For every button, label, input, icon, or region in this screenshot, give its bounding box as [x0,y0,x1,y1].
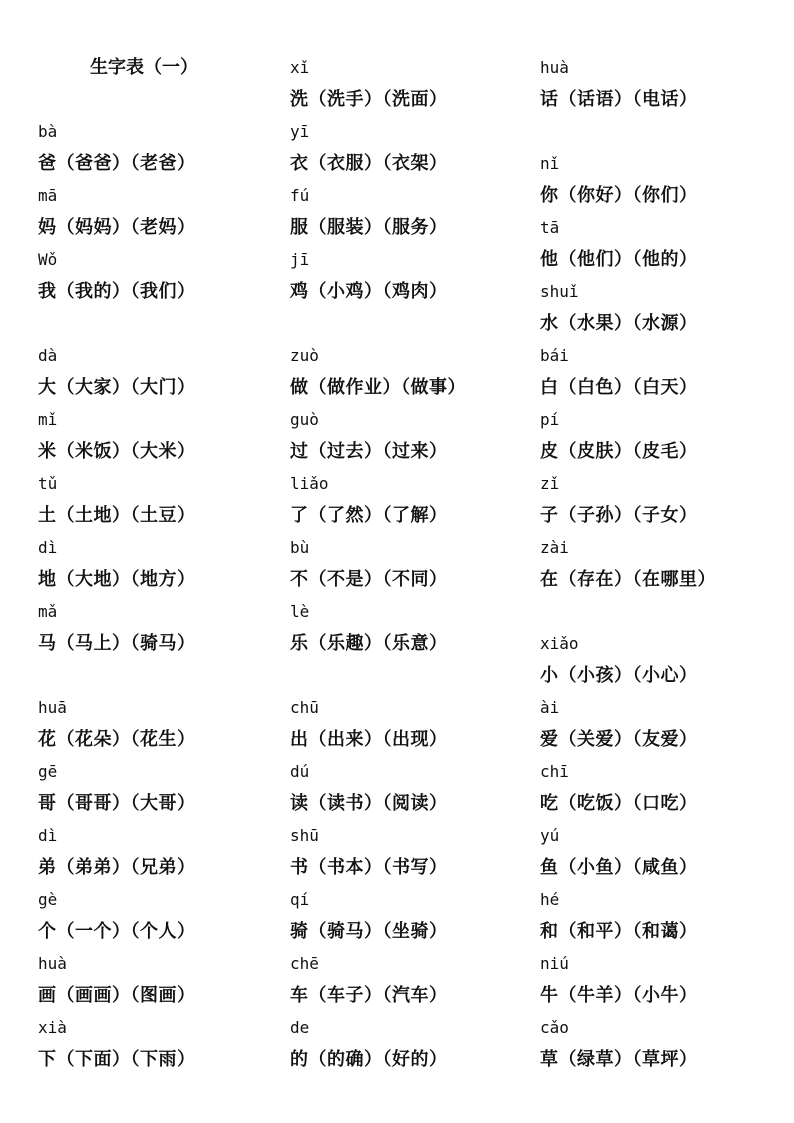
pinyin: shuǐ [540,282,579,301]
pinyin: dì [38,538,58,557]
word-entry: 过（过去）（过来） [290,441,448,462]
word-entry: 读（读书）（阅读） [290,793,448,814]
spacer [540,596,716,628]
pinyin: fú [290,186,310,205]
word-entry: 小（小孩）（小心） [540,665,698,686]
pinyin: xià [38,1018,67,1037]
word-entry: 地（大地）（地方） [38,569,196,590]
page-title: 生字表（一） [90,57,198,78]
spacer [290,660,466,692]
pinyin: de [290,1018,310,1037]
word-entry: 的（的确）（好的） [290,1049,448,1070]
pinyin: xiǎo [540,634,579,653]
word-entry: 哥（哥哥）（大哥） [38,793,196,814]
pinyin: gē [38,762,58,781]
pinyin: tā [540,218,560,237]
pinyin: bà [38,122,58,141]
pinyin: zǐ [540,474,560,493]
pinyin: hé [540,890,560,909]
word-entry: 和（和平）（和蔼） [540,921,698,942]
pinyin: huà [38,954,67,973]
word-entry: 他（他们）（他的） [540,249,698,270]
word-entry: 土（土地）（土豆） [38,505,196,526]
spacer [38,308,198,340]
word-entry: 弟（弟弟）（兄弟） [38,857,196,878]
pinyin: tǔ [38,474,58,493]
pinyin: pí [540,410,560,429]
pinyin: lè [290,602,310,621]
pinyin: zuò [290,346,319,365]
pinyin: shū [290,826,319,845]
pinyin: Wǒ [38,250,58,269]
word-entry: 骑（骑马）（坐骑） [290,921,448,942]
pinyin: bù [290,538,310,557]
spacer [540,116,716,148]
word-entry: 车（车子）（汽车） [290,985,448,1006]
pinyin: ài [540,698,560,717]
word-entry: 花（花朵）（花生） [38,729,196,750]
column-2 [290,52,466,1076]
pinyin: mā [38,186,58,205]
pinyin: zài [540,538,569,557]
word-entry: 大（大家）（大门） [38,377,196,398]
pinyin: guò [290,410,319,429]
word-entry: 衣（衣服）（衣架） [290,153,448,174]
word-entry: 妈（妈妈）（老妈） [38,217,196,238]
column-1 [38,52,198,1076]
pinyin: liǎo [290,474,329,493]
pinyin: jī [290,250,310,269]
word-entry: 服（服装）（服务） [290,217,448,238]
word-entry: 子（子孙）（子女） [540,505,698,526]
word-entry: 不（不是）（不同） [290,569,448,590]
word-entry: 皮（皮肤）（皮毛） [540,441,698,462]
pinyin: chū [290,698,319,717]
word-entry: 做（做作业）（做事） [290,377,466,398]
word-entry: 吃（吃饭）（口吃） [540,793,698,814]
word-entry: 牛（牛羊）（小牛） [540,985,698,1006]
word-entry: 水（水果）（水源） [540,313,698,334]
word-entry: 书（书本）（书写） [290,857,448,878]
word-entry: 出（出来）（出现） [290,729,448,750]
word-entry: 鱼（小鱼）（咸鱼） [540,857,698,878]
word-entry: 马（马上）（骑马） [38,633,196,654]
word-entry: 下（下面）（下雨） [38,1049,196,1070]
word-entry: 画（画画）（图画） [38,985,196,1006]
word-entry: 米（米饭）（大米） [38,441,196,462]
word-entry: 话（话语）（电话） [540,89,698,110]
pinyin: dú [290,762,310,781]
pinyin: yú [540,826,560,845]
pinyin: dà [38,346,58,365]
pinyin: cǎo [540,1018,569,1037]
word-entry: 我（我的）（我们） [38,281,196,302]
pinyin: xǐ [290,58,310,77]
column-3 [540,52,716,1076]
pinyin: qí [290,890,310,909]
word-entry: 爸（爸爸）（老爸） [38,153,196,174]
pinyin: niú [540,954,569,973]
word-entry: 鸡（小鸡）（鸡肉） [290,281,448,302]
pinyin: nǐ [540,154,560,173]
spacer [38,660,198,692]
pinyin: huà [540,58,569,77]
pinyin: yī [290,122,310,141]
pinyin: chē [290,954,319,973]
word-entry: 在（存在）（在哪里） [540,569,716,590]
pinyin: mǐ [38,410,58,429]
pinyin: bái [540,346,569,365]
word-entry: 个（一个）（个人） [38,921,196,942]
spacer [290,308,466,340]
pinyin: mǎ [38,602,58,621]
pinyin: huā [38,698,67,717]
word-entry: 洗（洗手）（洗面） [290,89,448,110]
spacer [38,84,198,116]
pinyin: gè [38,890,58,909]
word-entry: 白（白色）（白天） [540,377,698,398]
pinyin: dì [38,826,58,845]
word-entry: 你（你好）（你们） [540,185,698,206]
word-entry: 乐（乐趣）（乐意） [290,633,448,654]
pinyin: chī [540,762,569,781]
word-entry: 了（了然）（了解） [290,505,448,526]
word-entry: 草（绿草）（草坪） [540,1049,698,1070]
word-entry: 爱（关爱）（友爱） [540,729,698,750]
